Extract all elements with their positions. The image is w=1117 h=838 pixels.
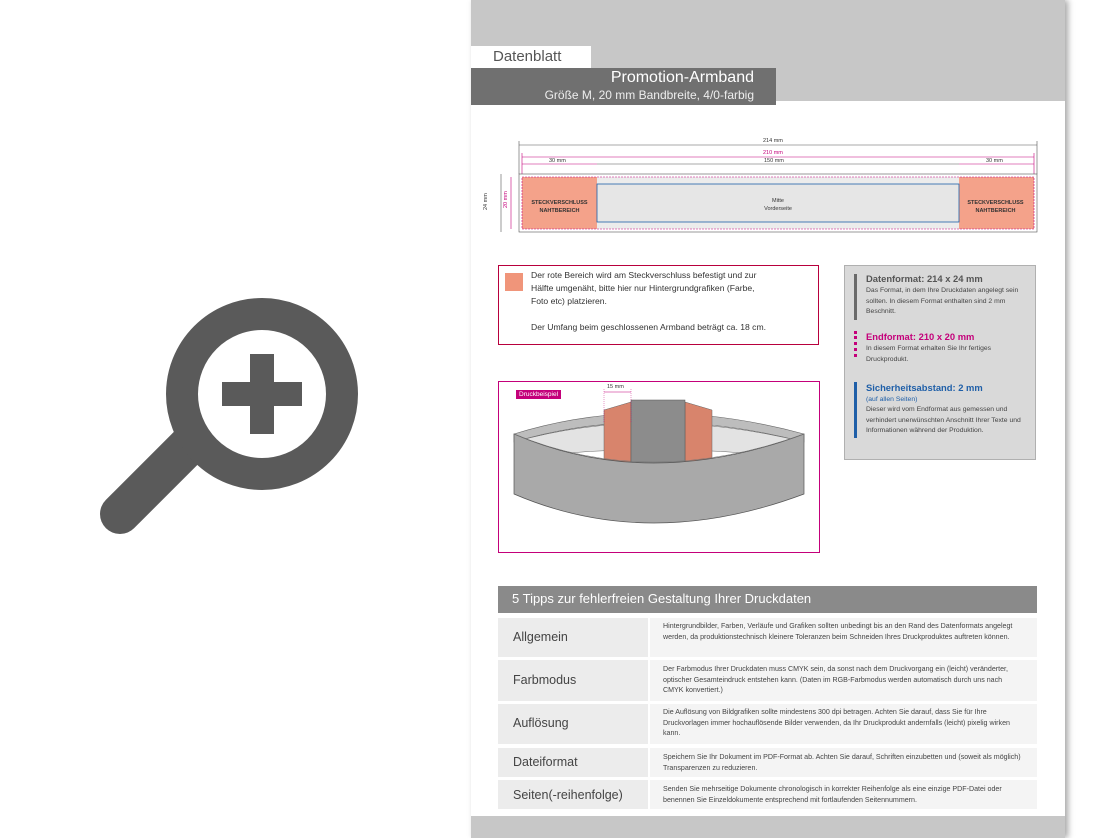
product-title: Promotion-Armband: [610, 69, 754, 86]
tip-row-aufloesung: [498, 704, 1037, 744]
red-area-swatch: [505, 273, 523, 291]
tip-row-seiten: [498, 780, 1037, 809]
tip-label-cell: [498, 704, 648, 744]
left-zone-line1: STECKVERSCHLUSS: [531, 200, 588, 206]
datenformat-bar: [854, 274, 857, 320]
right-zone-line2: NAHTBEREICH: [975, 208, 1016, 214]
sicherheit-sub: (auf allen Seiten): [866, 396, 918, 403]
dim-height-inner-label: 20 mm: [503, 191, 509, 208]
sicherheit-text: Dieser wird vom Endformat aus gemessen und verhindert unerwünschten Anschnitt Ihrer Texte und Informationen während der Produktion.: [866, 406, 1021, 434]
endformat-title: Endformat: 210 x 20 mm: [866, 331, 975, 342]
print-example-label: Druckbeispiel: [516, 390, 561, 399]
right-zone-label: [963, 199, 1028, 215]
dim-end-label: 210 mm: [763, 150, 783, 156]
notice-line3: Foto etc) platzieren.: [531, 296, 607, 306]
tip-label-cell: [498, 748, 648, 777]
tips-header: [498, 586, 1037, 613]
center-label: [748, 197, 808, 213]
wristband-illustration: [499, 382, 819, 552]
tip-text: Speichern Sie Ihr Dokument im PDF-Format ab. Achten Sie darauf, Schriften einzubetten und (soweit als möglich) Transparenzen zu reduzieren.: [663, 753, 1021, 772]
tip-text-cell: [650, 618, 1037, 657]
product-subtitle: Größe M, 20 mm Bandbreite, 4/0-farbig: [544, 88, 754, 102]
left-zone-label: [527, 199, 592, 215]
tip-text-cell: [650, 660, 1037, 701]
notice-line4: Der Umfang beim geschlossenen Armband beträgt ca. 18 cm.: [531, 322, 767, 332]
tip-label-cell: [498, 780, 648, 809]
dim-left-label: 30 mm: [549, 158, 566, 164]
tip-text-cell: [650, 748, 1037, 777]
tip-label-cell: [498, 618, 648, 657]
tip-text: Senden Sie mehrseitige Dokumente chronologisch in korrekter Reihenfolge als eine einzige PDF-Datei oder benennen Sie Einzeldokumente entsprechend mit fortlaufenden Seitennummern.: [663, 785, 1002, 804]
tip-text: Der Farbmodus Ihrer Druckdaten muss CMYK sein, da sonst nach dem Druckvorgang ein (leicht) veränderter, optischer Gesamteindruck entstehen kann. (Daten im RGB-Farbmodus werden automatisch durch uns nach CMYK konvertiert.): [663, 665, 1008, 694]
zoom-in-icon[interactable]: [100, 282, 370, 552]
notice-line1: Der rote Bereich wird am Steckverschluss befestigt und zur: [531, 270, 757, 280]
tip-label-cell: [498, 660, 648, 701]
format-info-box: [844, 265, 1036, 460]
tip-text: Hintergrundbilder, Farben, Verläufe und Grafiken sollten unbedingt bis an den Rand des Datenformats angelegt werden, da produktionstechnisch kleinere Toleranzen beim Schneiden Ihres Druckproduktes auftreten können.: [663, 622, 1013, 641]
tip-label: Auflösung: [513, 716, 569, 730]
notice-line2: Hälfte umgenäht, bitte hier nur Hintergrundgrafiken (Farbe,: [531, 283, 755, 293]
print-example-box: [498, 381, 820, 553]
sicherheit-title: Sicherheitsabstand: 2 mm: [866, 382, 983, 393]
tip-text: Die Auflösung von Bildgrafiken sollte mindestens 300 dpi betragen. Achten Sie darauf, dass Sie für Ihre Druckvorlagen immer hochauflösende Bilder verwenden, da Ihr Druckprodukt andernfalls (leicht) pixelig wirken kann.: [663, 708, 1010, 737]
title-box: [471, 68, 776, 105]
sicherheit-bar: [854, 382, 857, 438]
tips-title: 5 Tipps zur fehlerfreien Gestaltung Ihrer Druckdaten: [512, 591, 812, 606]
right-zone-line1: STECKVERSCHLUSS: [967, 200, 1024, 206]
tip-label: Dateiformat: [513, 755, 578, 769]
notice-box: [498, 265, 819, 345]
endformat-bar: [854, 331, 857, 357]
tip-label: Farbmodus: [513, 673, 577, 687]
tip-label: Seiten(-reihenfolge): [513, 788, 623, 802]
datenformat-title: Datenformat: 214 x 24 mm: [866, 273, 983, 284]
datenblatt-tab: [471, 46, 591, 68]
dim-inner-label: 150 mm: [764, 158, 784, 164]
endformat-text: In diesem Format erhalten Sie Ihr fertiges Druckprodukt.: [866, 345, 992, 363]
left-zone-line2: NAHTBEREICH: [539, 208, 580, 214]
tip-text-cell: [650, 780, 1037, 809]
dim-total-label: 214 mm: [763, 138, 783, 144]
tip-text-cell: [650, 704, 1037, 744]
tip-label: Allgemein: [513, 630, 568, 644]
datenblatt-label: Datenblatt: [493, 48, 562, 65]
footer-band: [471, 816, 1065, 838]
tip-row-allgemein: [498, 618, 1037, 657]
center-line1: Mitte: [772, 198, 784, 204]
band-diagram: [471, 130, 1065, 240]
example-dim-label: 15 mm: [607, 384, 624, 390]
dim-right-label: 30 mm: [986, 158, 1003, 164]
center-line2: Vorderseite: [764, 206, 792, 212]
tip-row-farbmodus: [498, 660, 1037, 701]
datenformat-text: Das Format, in dem Ihre Druckdaten angelegt sein sollten. In diesem Format enthalten sind 2 mm Beschnitt.: [866, 287, 1019, 315]
tip-row-dateiformat: [498, 748, 1037, 777]
datasheet-page: [471, 0, 1065, 838]
dim-height-outer-label: 24 mm: [483, 193, 489, 210]
